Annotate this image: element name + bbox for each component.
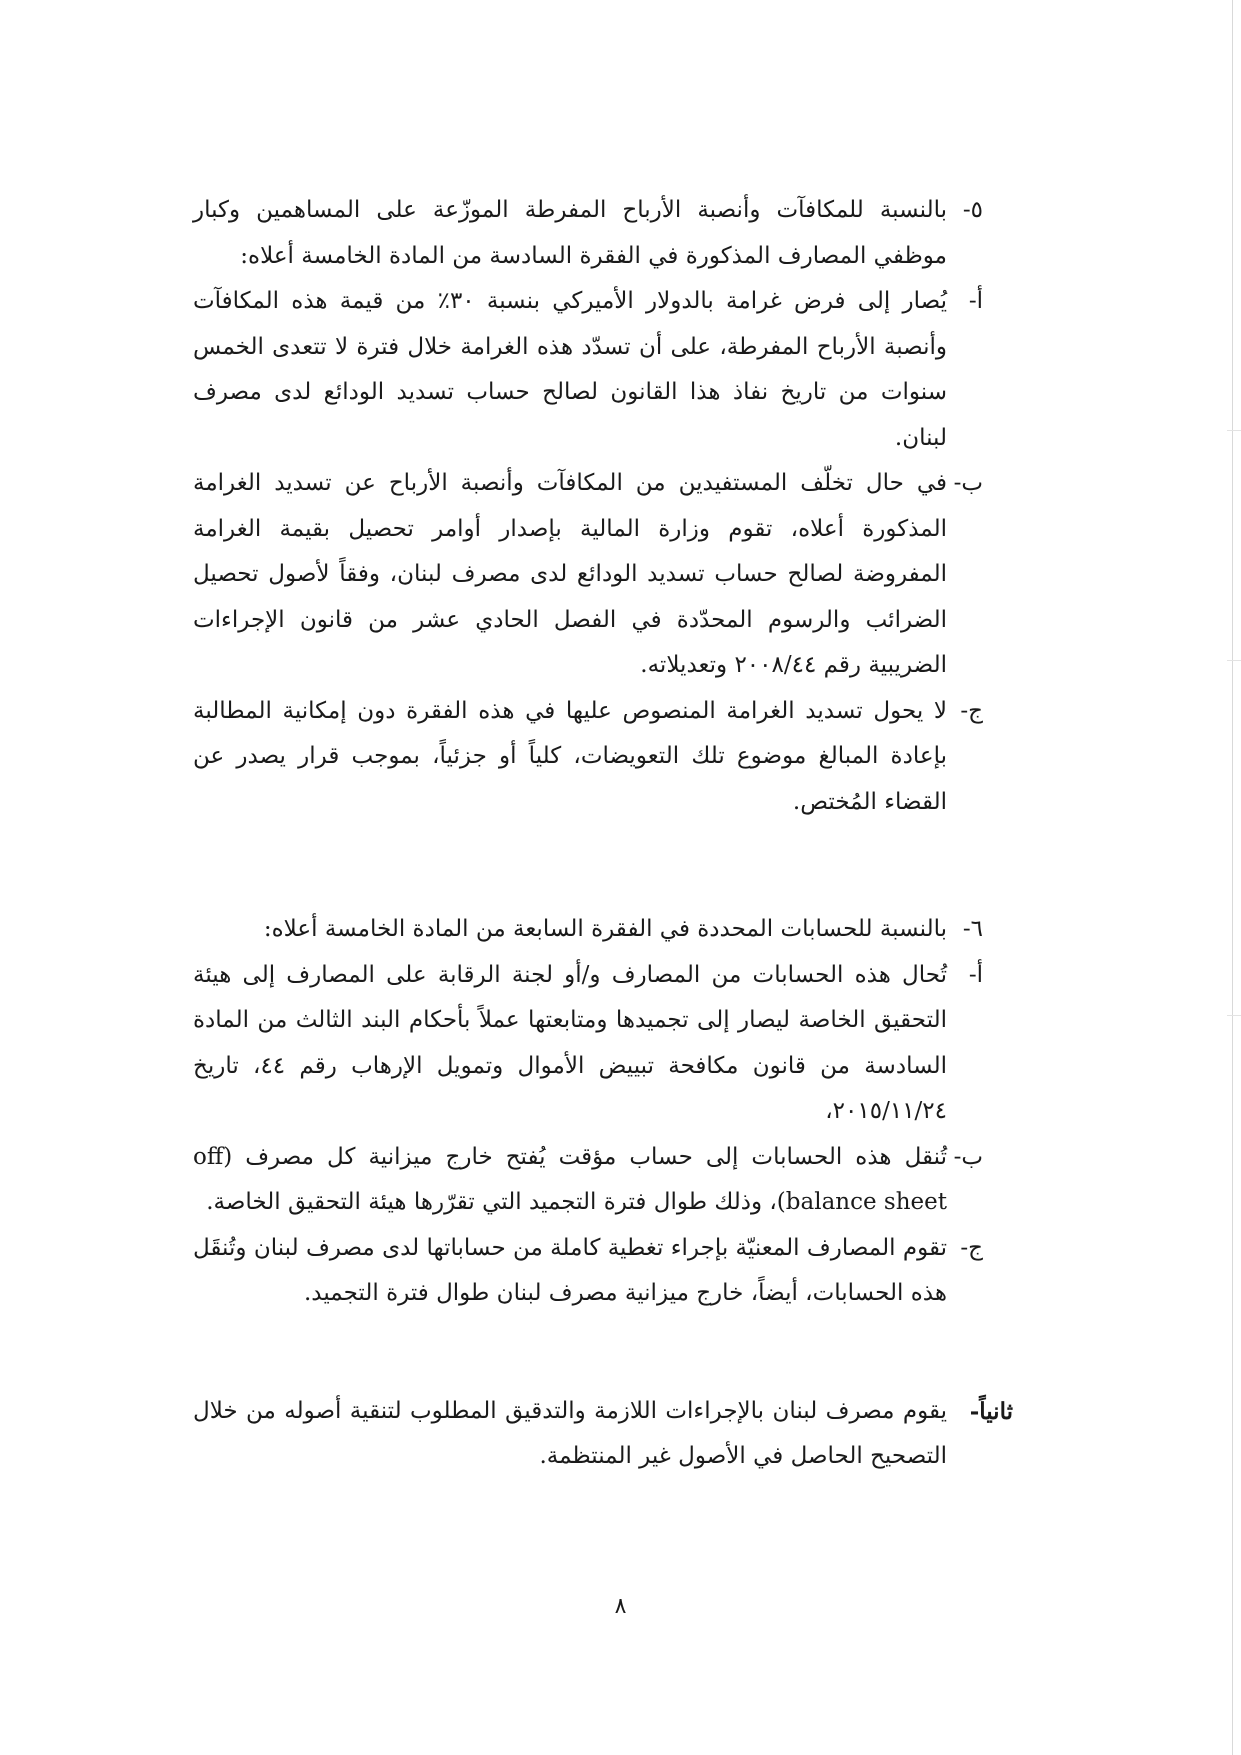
spacer [193, 1317, 983, 1389]
scan-edge-mark [1227, 1015, 1241, 1016]
thaniyan-text: يقوم مصرف لبنان بالإجراءات اللازمة والتدقيق المطلوب لتنقية أصوله من خلال التصحيح الحاصل في الأصول غير المنتظمة. [193, 1397, 947, 1469]
section-5 [193, 188, 983, 825]
item-text: لا يحول تسديد الغرامة المنصوص عليها في هذه الفقرة دون إمكانية المطالبة بإعادة المبالغ موضوع تلك التعويضات، كلياً أو جزئياً، بموجب قرار يصدر عن القضاء المُختص. [193, 697, 947, 815]
section-5-title: بالنسبة للمكافآت وأنصبة الأرباح المفرطة الموزّعة على المساهمين وكبار موظفي المصارف المذكورة في الفقرة السادسة من المادة الخامسة أعلاه: [193, 197, 947, 269]
item-text: تُنقل هذه الحسابات إلى حساب مؤقت يُفتح خارج ميزانية كل مصرف (off balance sheet)، وذلك طوال فترة التجميد التي تقرّرها هيئة التحقيق الخاصة. [193, 1143, 947, 1215]
section-6 [193, 907, 983, 1317]
item-letter: ج- [960, 697, 983, 724]
scan-edge-line [1232, 0, 1233, 1755]
item-letter: أ- [968, 288, 983, 314]
section-6-item-c [193, 1226, 983, 1317]
section-5-item-c [193, 689, 983, 826]
document-body [193, 188, 1013, 1480]
item-text: يُصار إلى فرض غرامة بالدولار الأميركي بنسبة ٣٠٪ من قيمة هذه المكافآت وأنصبة الأرباح المفرطة، على أن تسدّد هذه الغرامة خلال فترة لا تتعدى الخمس سنوات من تاريخ نفاذ هذا القانون لصالح حساب تسديد الودائع لدى مصرف لبنان. [193, 288, 947, 451]
item-text: تقوم المصارف المعنيّة بإجراء تغطية كاملة من حساباتها لدى مصرف لبنان وتُنقَل هذه الحسابات، أيضاً، خارج ميزانية مصرف لبنان طوال فترة التجميد. [193, 1234, 947, 1306]
item-letter: ب- [953, 470, 983, 496]
section-5-number: ٥- [962, 197, 983, 223]
scan-edge-mark [1227, 660, 1241, 661]
spacer [193, 825, 983, 907]
item-text: في حال تخلّف المستفيدين من المكافآت وأنصبة الأرباح عن تسديد الغرامة المذكورة أعلاه، تقوم وزارة المالية بإصدار أوامر تحصيل بقيمة الغرامة المفروضة لصالح حساب تسديد الودائع لدى مصرف لبنان، وفقاً لأصول تحصيل الضرائب والرسوم المحدّدة في الفصل الحادي عشر من قانون الإجراءات الضريبية رقم ٢٠٠٨/٤٤ وتعديلاته. [193, 470, 947, 678]
item-letter: ج- [960, 1234, 983, 1261]
section-5-item-b [193, 461, 983, 689]
scan-edge-mark [1227, 430, 1241, 431]
section-5-item-a [193, 279, 983, 461]
item-letter: أ- [968, 961, 983, 988]
section-6-number: ٦- [962, 916, 983, 942]
page-number: ٨ [614, 1594, 627, 1619]
section-thaniyan [193, 1389, 1013, 1480]
section-6-item-a [193, 953, 983, 1135]
thaniyan-label: ثانياً- [969, 1397, 1013, 1425]
item-letter: ب- [953, 1143, 983, 1170]
item-text: تُحال هذه الحسابات من المصارف و/أو لجنة الرقابة على المصارف إلى هيئة التحقيق الخاصة ليصار إلى تجميدها ومتابعتها عملاً بأحكام البند الثالث من المادة السادسة من قانون مكافحة تبييض الأموال وتمويل الإرهاب رقم ٤٤، تاريخ ٢٠١٥/١١/٢٤، [193, 961, 947, 1124]
section-6-title: بالنسبة للحسابات المحددة في الفقرة السابعة من المادة الخامسة أعلاه: [263, 916, 947, 942]
section-6-item-b [193, 1135, 983, 1226]
